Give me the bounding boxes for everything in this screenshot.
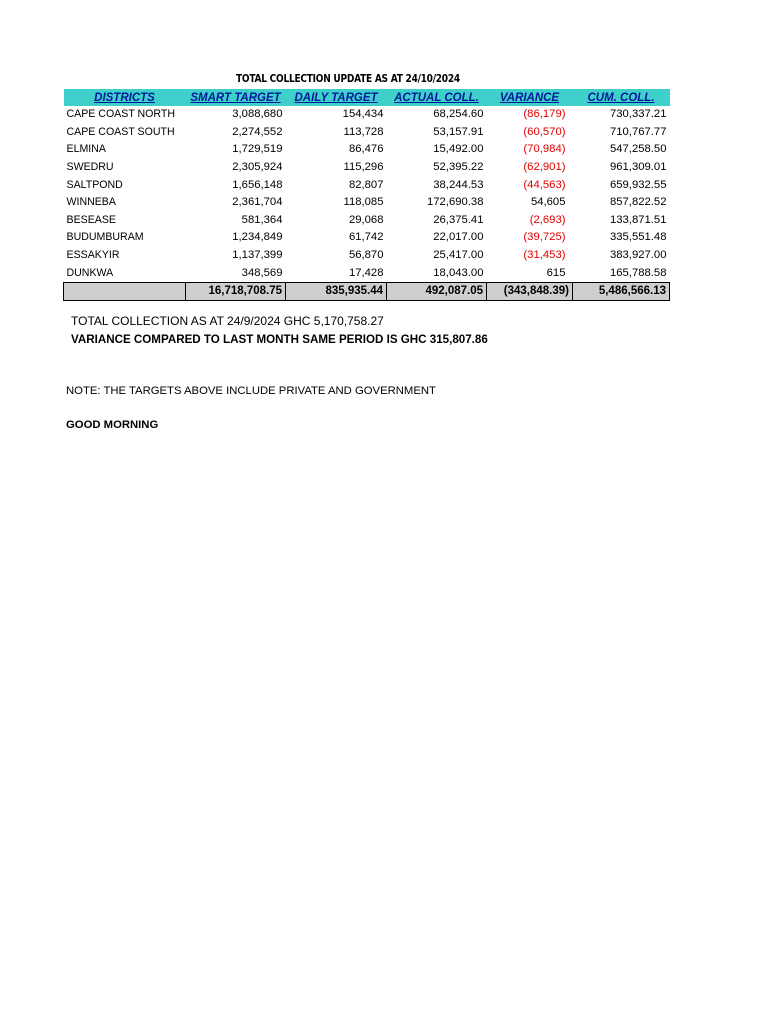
cell-cum-coll: 857,822.52 — [609, 196, 667, 209]
total-collection-summary: TOTAL COLLECTION AS AT 24/9/2024 GHC 5,170,758.27 — [71, 314, 384, 328]
cell-daily-target: 56,870 — [348, 249, 384, 262]
cell-daily-target: 61,742 — [348, 231, 384, 244]
cell-smart-target: 2,274,552 — [232, 125, 283, 138]
header-row — [64, 89, 670, 106]
cell-actual-coll: 25,417.00 — [433, 249, 484, 262]
table-row — [64, 176, 670, 194]
cell-smart-target: 1,234,849 — [232, 231, 283, 244]
cell-district: CAPE COAST NORTH — [66, 108, 176, 121]
table-row — [64, 159, 670, 177]
cell-variance: (39,725) — [523, 231, 566, 244]
cell-actual-coll: 172,690.38 — [426, 196, 484, 209]
targets-note: NOTE: THE TARGETS ABOVE INCLUDE PRIVATE AND GOVERNMENT — [66, 385, 436, 397]
cell-cum-coll: 547,258.50 — [609, 143, 667, 156]
totals-row — [64, 282, 670, 300]
cell-smart-target: 348,569 — [241, 266, 283, 279]
cell-actual-coll: 26,375.41 — [433, 213, 484, 226]
total-daily-target: 835,935.44 — [286, 282, 387, 300]
cell-daily-target: 118,085 — [343, 196, 384, 209]
cell-variance: (2,693) — [529, 213, 566, 226]
cell-district: SWEDRU — [66, 161, 114, 174]
total-district — [64, 282, 186, 300]
cell-smart-target: 3,088,680 — [232, 108, 283, 121]
cell-smart-target: 1,656,148 — [232, 178, 283, 191]
column-header-daily-target: DAILY TARGET — [286, 89, 387, 106]
collection-table — [63, 89, 670, 301]
cell-cum-coll: 710,767.77 — [609, 125, 667, 138]
cell-variance: 615 — [546, 266, 566, 279]
table-header — [64, 89, 670, 106]
page-title: TOTAL COLLECTION UPDATE AS AT 24/10/2024 — [236, 72, 460, 85]
table-row — [64, 124, 670, 142]
total-variance: (343,848.39) — [487, 282, 573, 300]
cell-cum-coll: 961,309.01 — [609, 161, 667, 174]
cell-variance: (60,570) — [523, 125, 566, 138]
cell-smart-target: 2,361,704 — [232, 196, 283, 209]
cell-cum-coll: 730,337.21 — [609, 108, 667, 121]
cell-actual-coll: 22,017.00 — [433, 231, 484, 244]
cell-smart-target: 1,137,399 — [232, 249, 283, 262]
cell-smart-target: 1,729,519 — [232, 143, 283, 156]
table-row — [64, 194, 670, 212]
cell-smart-target: 2,305,924 — [232, 161, 283, 174]
cell-daily-target: 154,434 — [342, 108, 384, 121]
cell-variance: (44,563) — [523, 178, 566, 191]
cell-district: CAPE COAST SOUTH — [66, 125, 175, 138]
column-header-cum-coll: CUM. COLL. — [573, 89, 670, 106]
cell-district: BUDUMBURAM — [66, 231, 144, 244]
cell-variance: 54,605 — [530, 196, 566, 209]
table-row — [64, 141, 670, 159]
cell-actual-coll: 68,254.60 — [433, 108, 484, 121]
total-smart-target: 16,718,708.75 — [186, 282, 286, 300]
cell-district: ELMINA — [66, 143, 106, 156]
cell-daily-target: 86,476 — [348, 143, 384, 156]
cell-cum-coll: 659,932.55 — [609, 178, 667, 191]
cell-daily-target: 115,296 — [343, 161, 384, 174]
cell-district: WINNEBA — [66, 196, 116, 209]
variance-comparison-summary: VARIANCE COMPARED TO LAST MONTH SAME PERIOD IS GHC 315,807.86 — [71, 333, 488, 346]
table-row — [64, 247, 670, 265]
cell-actual-coll: 53,157.91 — [433, 125, 484, 138]
column-header-variance: VARIANCE — [487, 89, 573, 106]
cell-cum-coll: 383,927.00 — [609, 249, 667, 262]
total-cum-coll: 5,486,566.13 — [573, 282, 670, 300]
table-row — [64, 264, 670, 282]
cell-cum-coll: 165,788.58 — [609, 266, 667, 279]
cell-variance: (86,179) — [523, 108, 566, 121]
cell-actual-coll: 18,043.00 — [433, 266, 484, 279]
cell-daily-target: 82,807 — [348, 178, 384, 191]
column-header-actual-coll: ACTUAL COLL. — [387, 89, 487, 106]
cell-district: DUNKWA — [66, 266, 114, 279]
cell-cum-coll: 133,871.51 — [609, 213, 667, 226]
cell-smart-target: 581,364 — [241, 213, 283, 226]
cell-district: SALTPOND — [66, 178, 123, 191]
cell-daily-target: 29,068 — [348, 213, 384, 226]
cell-district: BESEASE — [66, 213, 116, 226]
total-actual-coll: 492,087.05 — [387, 282, 487, 300]
column-header-smart-target: SMART TARGET — [186, 89, 286, 106]
cell-variance: (62,901) — [523, 161, 566, 174]
cell-variance: (70,984) — [523, 143, 566, 156]
cell-district: ESSAKYIR — [66, 249, 120, 262]
greeting: GOOD MORNING — [66, 419, 159, 431]
cell-daily-target: 113,728 — [343, 125, 384, 138]
table-body — [64, 106, 670, 282]
cell-cum-coll: 335,551.48 — [609, 231, 667, 244]
column-header-districts: DISTRICTS — [64, 89, 186, 106]
table-row — [64, 106, 670, 124]
cell-actual-coll: 15,492.00 — [433, 143, 484, 156]
table-row — [64, 212, 670, 230]
cell-daily-target: 17,428 — [348, 266, 384, 279]
table-row — [64, 229, 670, 247]
cell-actual-coll: 52,395.22 — [433, 161, 484, 174]
cell-variance: (31,453) — [523, 249, 566, 262]
cell-actual-coll: 38,244.53 — [433, 178, 484, 191]
table-totals — [64, 282, 670, 300]
